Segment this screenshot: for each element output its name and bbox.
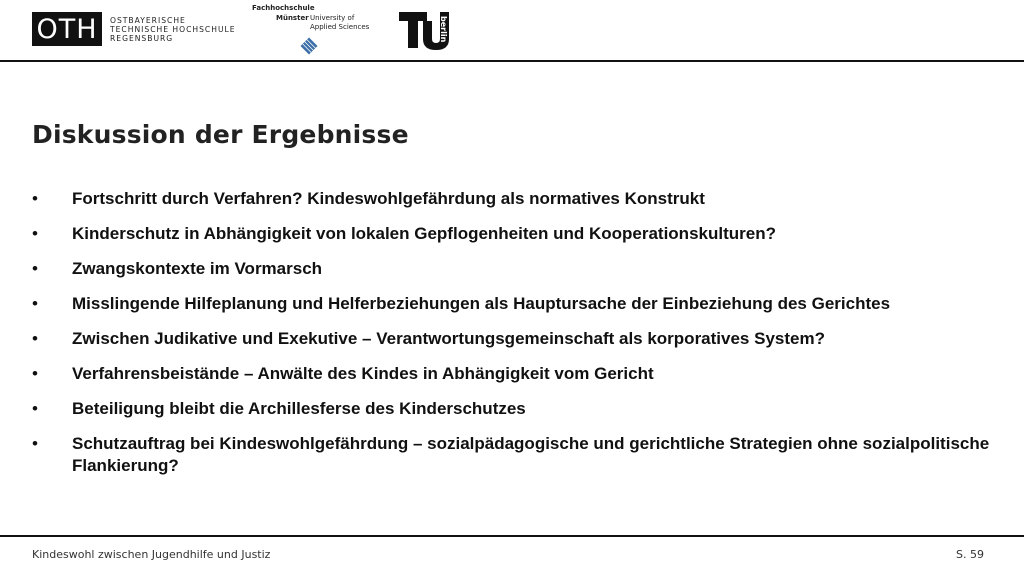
oth-logo-mark: OTH: [32, 12, 102, 46]
bullet-item: [32, 188, 992, 210]
fh-logo-line: Fachhochschule: [252, 4, 315, 12]
oth-logo-line: OSTBAYERISCHE: [110, 15, 186, 25]
bullet-symbol: •: [32, 294, 38, 313]
bullet-item: [32, 363, 992, 385]
bullet-text: Beteiligung bleibt die Archillesferse des Kinderschutzes: [72, 399, 526, 418]
bullet-item: [32, 398, 992, 420]
bullet-text: Schutzauftrag bei Kindeswohlgefährdung – sozialpädagogische und gerichtliche Strategien ohne sozialpolitische Flankierung?: [72, 434, 990, 475]
tu-logo-wordmark: berlin: [439, 16, 448, 43]
bullet-symbol: •: [32, 189, 38, 208]
oth-logo-line: REGENSBURG: [110, 33, 174, 43]
bullet-list: [32, 188, 992, 490]
fh-muenster-logo: [252, 4, 370, 56]
tu-berlin-logo: [397, 8, 457, 52]
bullet-text: Zwischen Judikative und Exekutive – Verantwortungsgemeinschaft als korporatives System?: [72, 329, 825, 348]
bullet-symbol: •: [32, 364, 38, 383]
bullet-text: Verfahrensbeistände – Anwälte des Kindes in Abhängigkeit vom Gericht: [72, 364, 654, 383]
bullet-item: [32, 258, 992, 280]
fh-muenster-diamond-icon: [300, 37, 318, 55]
bullet-item: [32, 223, 992, 245]
page-number: S. 59: [956, 548, 984, 561]
bullet-symbol: •: [32, 434, 38, 453]
footer-caption: Kindeswohl zwischen Jugendhilfe und Justiz: [32, 548, 271, 561]
bullet-item: [32, 293, 992, 315]
bullet-symbol: •: [32, 224, 38, 243]
slide-title: Diskussion der Ergebnisse: [32, 120, 409, 149]
bullet-item: [32, 328, 992, 350]
bullet-symbol: •: [32, 329, 38, 348]
bullet-text: Zwangskontexte im Vormarsch: [72, 259, 323, 278]
bullet-symbol: •: [32, 399, 38, 418]
bullet-text: Fortschritt durch Verfahren? Kindeswohlgefährdung als normatives Konstrukt: [72, 189, 705, 208]
bullet-symbol: •: [32, 259, 38, 278]
bullet-item: [32, 433, 992, 477]
bullet-text: Misslingende Hilfeplanung und Helferbeziehungen als Hauptursache der Einbeziehung des Gerichtes: [72, 294, 891, 313]
oth-logo-line: TECHNISCHE HOCHSCHULE: [110, 24, 236, 34]
footer-divider: [0, 535, 1024, 537]
fh-logo-line: Münster: [276, 14, 309, 22]
header-divider: [0, 60, 1024, 62]
fh-logo-line: Applied Sciences: [310, 23, 370, 31]
oth-logo: [32, 12, 236, 46]
fh-logo-line: University of: [310, 14, 355, 22]
oth-logo-text: [110, 16, 236, 43]
bullet-text: Kinderschutz in Abhängigkeit von lokalen Gepflogenheiten und Kooperationskulturen?: [72, 224, 776, 243]
